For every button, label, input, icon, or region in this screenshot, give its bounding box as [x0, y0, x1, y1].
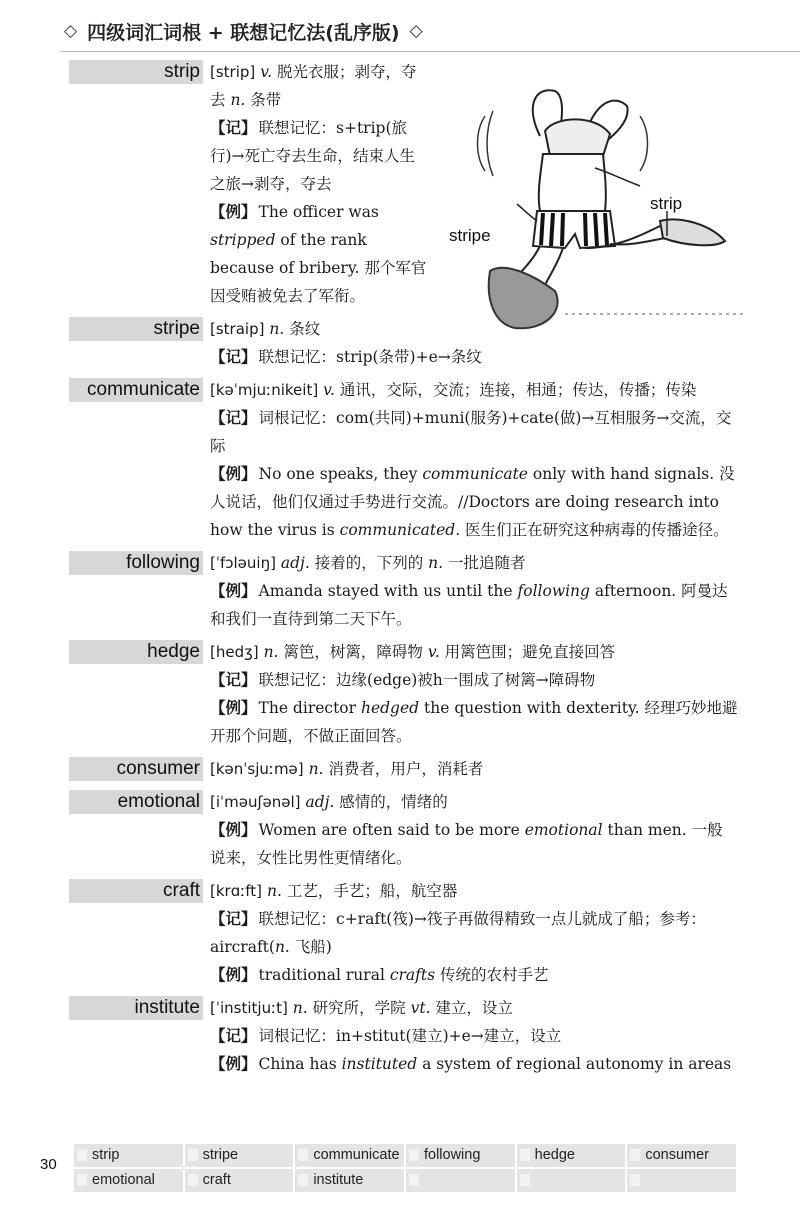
definition	[210, 788, 738, 816]
example-tag: 【例】	[210, 1054, 257, 1073]
word-checkbox-cell: stripe	[185, 1144, 294, 1167]
example-keyword: following	[517, 582, 590, 600]
phonetic: [krɑːft]	[210, 882, 263, 900]
example	[210, 816, 738, 872]
example-keyword: communicated	[339, 521, 456, 539]
memory-note	[210, 905, 738, 961]
empty-cell	[627, 1169, 736, 1192]
memory-note	[210, 114, 428, 198]
word-checkbox-cell: consumer	[627, 1144, 736, 1167]
memory-tag: 【记】	[210, 347, 257, 366]
phonetic: [ˈfɔləuiŋ]	[210, 554, 276, 572]
entry-body	[210, 638, 738, 750]
header-title: 四级词汇词根 + 联想记忆法(乱序版)	[87, 21, 400, 44]
diamond-icon: ◇	[409, 21, 423, 41]
phonetic: [strip]	[210, 63, 256, 81]
meaning: 建立，设立	[430, 999, 513, 1017]
part-of-speech: n.	[230, 91, 246, 109]
definition	[210, 376, 738, 404]
headword: following	[69, 551, 203, 575]
phonetic: [ˈinstitjuːt]	[210, 999, 288, 1017]
example-tag: 【例】	[210, 581, 257, 600]
example	[210, 577, 738, 633]
part-of-speech: n.	[269, 320, 285, 338]
example	[210, 694, 738, 750]
example-tag: 【例】	[210, 698, 257, 717]
headword: communicate	[69, 378, 203, 402]
entry-body	[210, 376, 738, 544]
example-text: than men. 一般说来，女性比男性更情绪化。	[210, 821, 723, 867]
entry-emotional	[0, 788, 800, 872]
entry-following	[0, 549, 800, 633]
memory-note	[210, 1022, 738, 1050]
definition	[210, 994, 738, 1022]
page-header	[60, 14, 800, 48]
headword: stripe	[69, 317, 203, 341]
empty-cell	[517, 1169, 626, 1192]
part-of-speech: n.	[266, 882, 282, 900]
headword: institute	[69, 996, 203, 1020]
example-text: China has	[258, 1055, 342, 1073]
word-checkbox-cell: emotional	[74, 1169, 183, 1192]
memory-text: 联想记忆：c+raft(筏)→筏子再做得精致一点儿就成了船；参考：aircraft(	[210, 910, 706, 956]
memory-tag: 【记】	[210, 670, 257, 689]
meaning: 研究所，学院	[307, 999, 411, 1017]
entry-list	[0, 58, 800, 1083]
example-text: . 医生们正在研究这种病毒的传播途径。	[455, 521, 729, 539]
example-tag: 【例】	[210, 202, 257, 221]
meaning: 条带	[245, 91, 282, 109]
page-number: 30	[40, 1156, 57, 1173]
entry-body	[210, 877, 738, 989]
meaning: 篱笆，树篱，障碍物	[278, 643, 428, 661]
headword: emotional	[69, 790, 203, 814]
memory-note	[210, 404, 738, 460]
word-checkbox-cell: hedge	[517, 1144, 626, 1167]
part-of-speech: v.	[323, 381, 335, 399]
memory-text: 词根记忆：com(共同)+muni(服务)+cate(做)→互相服务→交流，交际	[210, 409, 732, 455]
example	[210, 198, 428, 310]
part-of-speech: adj.	[280, 554, 310, 572]
part-of-speech: n.	[274, 938, 290, 956]
memory-text: 联想记忆：边缘(edge)被h一围成了树篱→障碍物	[258, 671, 596, 689]
example-text: the question with dexterity. 经理巧妙地避开那个问题，不做正面回答。	[210, 699, 738, 745]
meaning: 通讯，交际，交流；连接，相通；传达，传播；传染	[334, 381, 697, 399]
memory-tag: 【记】	[210, 909, 257, 928]
page-footer	[0, 1140, 800, 1200]
entry-body	[210, 994, 738, 1078]
memory-tag: 【记】	[210, 408, 257, 427]
example-text: No one speaks, they	[258, 465, 423, 483]
memory-text: 联想记忆：s+trip(旅行)→死亡夺去生命，结束人生之旅→剥夺，夺去	[210, 119, 416, 193]
entry-body	[210, 315, 738, 371]
example-tag: 【例】	[210, 965, 257, 984]
label-strip: strip	[650, 194, 683, 213]
example	[210, 961, 738, 989]
word-checkbox-cell: following	[406, 1144, 515, 1167]
example-text: afternoon. 阿曼达和我们一直待到第二天下午。	[210, 582, 728, 628]
example	[210, 460, 738, 544]
example-text: The officer was	[258, 203, 379, 221]
memory-tag: 【记】	[210, 1026, 257, 1045]
definition	[210, 549, 738, 577]
example-keyword: hedged	[360, 699, 420, 717]
entry-body	[210, 755, 738, 783]
meaning: 接着的，下列的	[309, 554, 429, 572]
example-text: 传统的农村手艺	[435, 966, 549, 984]
phonetic: [kənˈsjuːmə]	[210, 760, 304, 778]
example-text: of the rank because of bribery. 那个军官因受贿被免去了军衔。	[210, 231, 427, 305]
meaning: 用篱笆围；避免直接回答	[439, 643, 616, 661]
memory-text: 联想记忆：strip(条带)+e→条纹	[258, 348, 482, 366]
example	[210, 1050, 738, 1078]
example-tag: 【例】	[210, 820, 257, 839]
part-of-speech: n.	[263, 643, 279, 661]
example-text: Amanda stayed with us until the	[258, 582, 518, 600]
definition	[210, 638, 738, 666]
empty-cell	[406, 1169, 515, 1192]
entry-consumer	[0, 755, 800, 783]
strip-figure-drawing	[445, 76, 745, 338]
example-text: Women are often said to be more	[258, 821, 525, 839]
entry-body	[210, 58, 428, 310]
entry-body	[210, 788, 738, 872]
headword: hedge	[69, 640, 203, 664]
phonetic: [straip]	[210, 320, 265, 338]
part-of-speech: n.	[308, 760, 324, 778]
example-text: The director	[258, 699, 361, 717]
headword: craft	[69, 879, 203, 903]
example-keyword: instituted	[341, 1055, 418, 1073]
headword: consumer	[69, 757, 203, 781]
entry-institute	[0, 994, 800, 1078]
example-keyword: communicate	[422, 465, 528, 483]
memory-tag: 【记】	[210, 118, 257, 137]
part-of-speech: vt.	[410, 999, 431, 1017]
example-keyword: stripped	[210, 231, 276, 249]
entry-craft	[0, 877, 800, 989]
definition	[210, 315, 738, 343]
word-review-table	[74, 1144, 736, 1194]
definition	[210, 877, 738, 905]
example-keyword: emotional	[524, 821, 603, 839]
part-of-speech: n.	[428, 554, 444, 572]
phonetic: [kəˈmjuːnikeit]	[210, 381, 319, 399]
diamond-icon: ◇	[64, 21, 78, 41]
memory-text: 词根记忆：in+stitut(建立)+e→建立，设立	[258, 1027, 562, 1045]
meaning: 条纹	[284, 320, 321, 338]
meaning: 感情的，情绪的	[334, 793, 448, 811]
meaning: 工艺，手艺；船，航空器	[281, 882, 458, 900]
phonetic: [iˈməuʃənəl]	[210, 793, 301, 811]
word-checkbox-cell: craft	[185, 1169, 294, 1192]
definition	[210, 755, 738, 783]
phonetic: [hedʒ]	[210, 643, 259, 661]
entry-hedge	[0, 638, 800, 750]
entry-body	[210, 549, 738, 633]
memory-note	[210, 666, 738, 694]
label-stripe: stripe	[449, 226, 491, 245]
strip-illustration	[445, 76, 745, 338]
memory-text: 飞船)	[289, 938, 332, 956]
word-checkbox-cell: communicate	[295, 1144, 404, 1167]
entry-strip	[0, 58, 800, 310]
part-of-speech: n.	[292, 999, 308, 1017]
meaning: 消费者，用户，消耗者	[323, 760, 484, 778]
part-of-speech: v.	[260, 63, 273, 81]
memory-note	[210, 343, 738, 371]
example-text: traditional rural	[258, 966, 390, 984]
headword: strip	[69, 60, 203, 84]
part-of-speech: v.	[427, 643, 440, 661]
part-of-speech: adj.	[305, 793, 335, 811]
word-checkbox-cell: strip	[74, 1144, 183, 1167]
meaning: 一批追随者	[443, 554, 526, 572]
entry-communicate	[0, 376, 800, 544]
example-text: only with hand signals. 没人说话，他们仅通过手势进行交流。//Doctors are doing research into how the virus is	[210, 465, 735, 539]
example-text: a system of regional autonomy in areas	[417, 1055, 732, 1073]
header-rule	[60, 51, 800, 52]
example-keyword: crafts	[389, 966, 436, 984]
entry-stripe	[0, 315, 800, 371]
example-tag: 【例】	[210, 464, 257, 483]
word-checkbox-cell: institute	[295, 1169, 404, 1192]
meaning: 脱光衣服；剥夺，夺去	[210, 63, 417, 109]
definition	[210, 58, 428, 114]
